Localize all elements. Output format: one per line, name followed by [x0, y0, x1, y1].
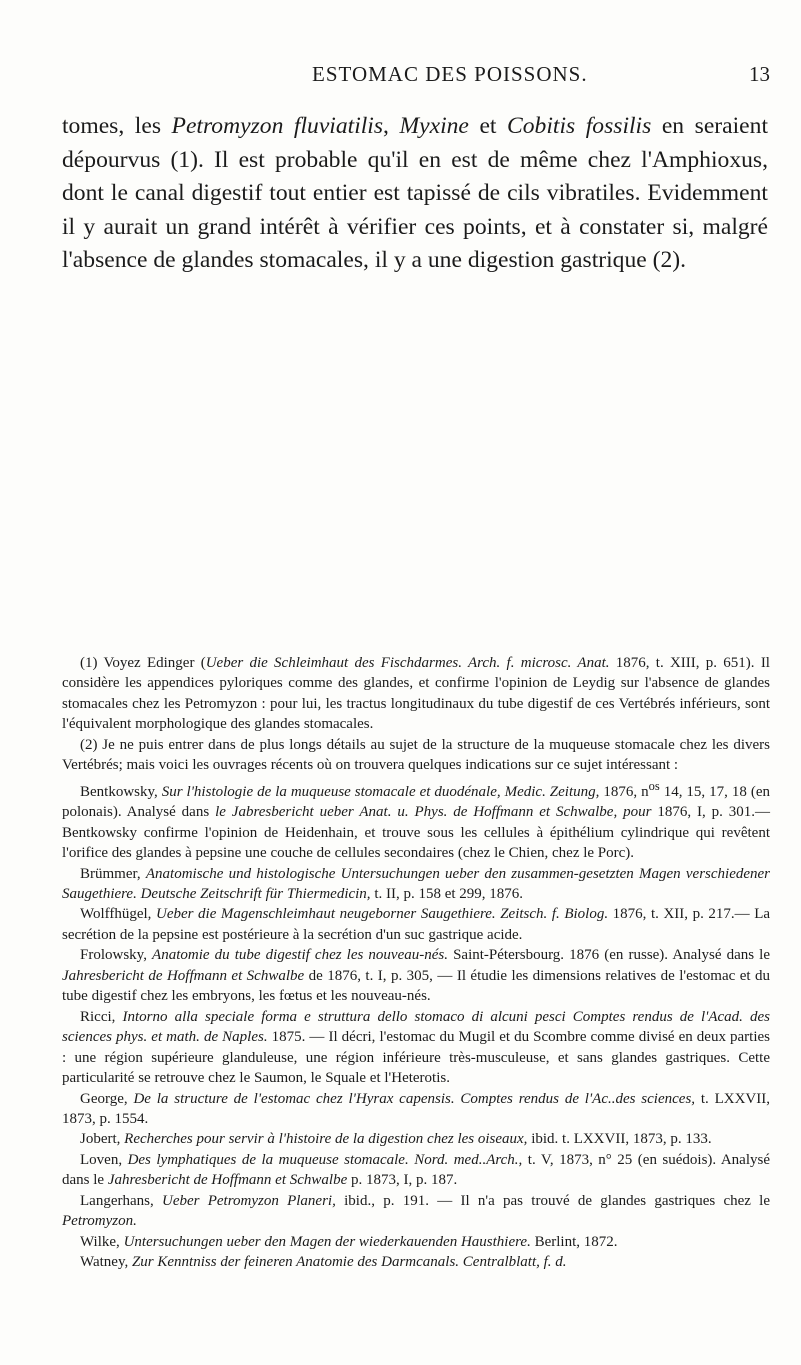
citation-title: Jahresbericht de Hoffmann et Schwalbe — [62, 967, 305, 984]
citation-title: Des lymphatiques de la muqueuse stomacale. Nord. med..Arch., — [127, 1151, 523, 1168]
footnotes — [62, 653, 770, 1273]
text-run: ibid. t. LXXVII, 1873, p. 133. — [527, 1131, 712, 1148]
running-title: ESTOMAC DES POISSONS. — [312, 62, 588, 86]
citation-title: Untersuchungen ueber den Magen der wiederkauenden Hausthiere. — [123, 1233, 531, 1250]
author: Langerhans, — [80, 1192, 162, 1209]
main-text — [62, 110, 768, 278]
citation-title: De la structure de l'estomac chez l'Hyrax capensis. Comptes rendus de l'Ac..des sciences, — [133, 1090, 696, 1107]
text-run: p. 1873, I, p. 187. — [347, 1172, 458, 1189]
reference-frolowsky — [62, 945, 770, 1006]
author: Frolowsky, — [80, 947, 153, 964]
citation-title: le Jabresbericht ueber Anat. u. Phys. de Hoffmann et Schwalbe, pour — [215, 804, 652, 821]
author: Loven, — [80, 1151, 128, 1168]
author: Watney, — [80, 1254, 132, 1271]
citation-title: Ueber die Schleimhaut des Fischdarmes. Arch. f. microsc. Anat. — [205, 655, 610, 671]
reference-jobert — [62, 1129, 770, 1149]
text-run: Saint-Pétersbourg. 1876 (en russe). Analysé dans le — [447, 947, 770, 964]
author: Ricci, — [80, 1008, 123, 1025]
author: Jobert, — [80, 1131, 125, 1148]
reference-george — [62, 1089, 770, 1130]
author: Wilke, — [80, 1233, 124, 1250]
text-run: 1876, I, p. 301.—Bentkowsky confirme l'opinion de Heidenhain, et trouve sous les cellules à épithélium cylindrique qui revêtent l'orifice des glandes à pepsine une couche de cellules secondaires (chez le Chien, chez le Porc). — [62, 804, 770, 862]
citation-title: Jahresbericht de Hoffmann et Schwalbe — [107, 1172, 348, 1189]
reference-watney — [62, 1252, 770, 1272]
author: Brümmer, — [80, 865, 146, 882]
citation-title: Anatomische und histologische Untersuchungen ueber den zusammen-gesetzten Magen verschiedener Saugethiere. Deutsche Zeitschrift für Thiermedicin, — [62, 865, 771, 902]
author: George, — [80, 1090, 134, 1107]
reference-ricci — [62, 1007, 770, 1089]
text-run: en seraient dépourvus (1). Il est probable qu'il en est de même chez l'Amphioxus, dont le canal digestif tout entier est tapissé de cils vibratiles. Evidemment il y aurait un grand intérêt à vérifier ces points, et à constater si, malgré l'absence de glandes stomacales, il y a une digestion gastrique (2). — [62, 113, 768, 273]
citation-title: Zur Kenntniss der feineren Anatomie des Darmcanals. Centralblatt, f. d. — [131, 1254, 567, 1271]
text-run: de 1876, t. I, p. 305, — Il étudie les dimensions relatives de l'estomac et du tube digestif chez les embryons, les fœtus et les nouveau-nés. — [62, 967, 770, 1005]
text-run: t. LXXVII, 1873, p. 1554. — [62, 1090, 771, 1127]
main-paragraph — [62, 110, 768, 278]
text-run: tomes, les — [62, 113, 172, 139]
reference-wolffhugel — [62, 904, 770, 945]
taxon-name: Myxine — [399, 113, 469, 139]
taxon-name: Petromyzon. — [62, 1213, 137, 1230]
text-run: ibid., p. 191. — Il n'a pas trouvé de glandes gastriques chez le — [335, 1192, 771, 1209]
citation-title: Intorno alla speciale forma e struttura dello stomaco di alcuni pesci Comptes rendus de l'Acad. des sciences phys. et math. de Naples. — [62, 1008, 770, 1046]
text-run: 1876, n — [599, 783, 649, 800]
reference-brummer — [62, 864, 770, 905]
taxon-name: Cobitis fossilis — [507, 113, 652, 139]
text-run: (2) Je ne puis entrer dans de plus longs détails au sujet de la structure de la muqueuse stomacale chez les divers Vertébrés; mais voici les ouvrages récents où on trouvera quelques indications sur ce sujet intéressant : — [62, 736, 770, 774]
footnote-2 — [62, 735, 770, 776]
text-run: t. V, 1873, n° 25 (en suédois). Analysé dans le — [62, 1151, 770, 1189]
citation-title: Sur l'histologie de la muqueuse stomacale et duodénale, Medic. Zeitung, — [161, 783, 600, 800]
text-run: et — [468, 113, 508, 139]
reference-langerhans — [62, 1191, 770, 1232]
taxon-name: Petromyzon fluviatilis — [171, 113, 384, 139]
page-number: 13 — [749, 62, 770, 86]
superscript: os — [648, 778, 660, 793]
citation-title: Anatomie du tube digestif chez les nouveau-nés. — [152, 947, 448, 964]
footnote-1 — [62, 653, 770, 735]
citation-title: Ueber die Magenschleimhaut neugeborner Saugethiere. Zeitsch. f. Biolog. — [155, 906, 609, 923]
reference-wilke — [62, 1232, 770, 1252]
author: Bentkowsky, — [80, 783, 162, 800]
citation-title: Ueber Petromyzon Planeri, — [161, 1192, 336, 1209]
reference-bentkowsky — [62, 776, 770, 864]
text-run: t. II, p. 158 et 299, 1876. — [370, 885, 524, 902]
text-run: 1876, t. XII, p. 217.— La secrétion de la pepsine est postérieure à la secrétion d'un suc gastrique acide. — [62, 906, 771, 943]
reference-loven — [62, 1150, 770, 1191]
page-header — [62, 62, 770, 92]
citation-title: Recherches pour servir à l'histoire de la digestion chez les oiseaux, — [124, 1131, 528, 1148]
text-run: Berlint, 1872. — [530, 1233, 618, 1250]
text-run: (1) Voyez Edinger ( — [80, 655, 206, 671]
text-run: 1875. — Il décri, l'estomac du Mugil et du Scombre comme divisé en deux parties : une région supérieure glanduleuse, une région inférieure très-musculeuse, et sans glandes gastriques. Cette particularité se retrouve chez le Saumon, le Squale et l'Heterotis. — [62, 1029, 770, 1087]
text-run: , — [383, 113, 400, 139]
text-run: 1876, t. XIII, p. 651). Il considère les appendices pyloriques comme des glandes, et confirme l'opinion de Leydig sur l'absence de glandes stomacales chez les Petromyzon : pour lui, les tractus longitudinaux du tube digestif de ces Vertébrés inférieurs, sont l'équivalent morphologique des glandes stomacales. — [62, 655, 770, 733]
author: Wolffhügel, — [80, 906, 156, 923]
text-run: 14, 15, 17, 18 (en polonais). Analysé dans — [62, 783, 770, 821]
